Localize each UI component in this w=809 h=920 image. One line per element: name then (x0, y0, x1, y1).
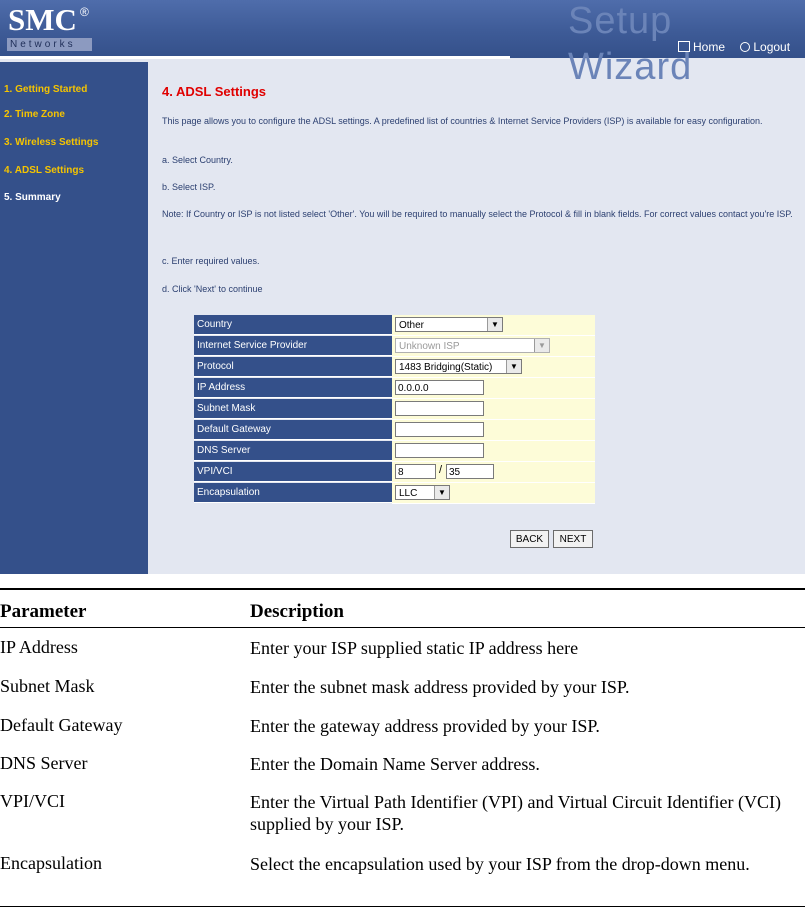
table-header-rule (0, 627, 805, 628)
default-gateway-label: Default Gateway (194, 420, 392, 440)
sidebar-item-wireless-settings[interactable]: 3. Wireless Settings (4, 137, 99, 148)
logout-label: Logout (753, 40, 791, 54)
subnet-mask-value-cell (392, 399, 595, 420)
logout-icon (740, 42, 750, 52)
isp-row (194, 336, 595, 357)
protocol-select[interactable] (395, 359, 522, 374)
next-button[interactable]: NEXT (553, 530, 593, 548)
home-label: Home (693, 40, 726, 54)
chevron-down-icon: ▼ (434, 486, 449, 499)
step-c-text: c. Enter required values. (162, 256, 260, 266)
encapsulation-selected-value: LLC (399, 488, 418, 499)
dns-server-value-cell (392, 441, 595, 462)
sidebar-item-summary[interactable]: 5. Summary (4, 192, 61, 203)
home-link[interactable] (678, 40, 731, 54)
ip-address-row (194, 378, 595, 399)
subnet-mask-input[interactable] (395, 401, 484, 416)
intro-text: This page allows you to configure the ADSL settings. A predefined list of countries & Internet Service Providers (ISP) is available for easy configuration. (162, 116, 763, 126)
encapsulation-row (194, 483, 595, 504)
chevron-down-icon: ▼ (534, 339, 549, 352)
subnet-mask-row (194, 399, 595, 420)
header-parameter: Parameter (0, 601, 87, 622)
param-cell: DNS Server (0, 753, 88, 773)
desc-cell: Enter the Virtual Path Identifier (VPI) and Virtual Circuit Identifier (VCI) supplied by your ISP. (250, 792, 782, 834)
param-cell: Encapsulation (0, 853, 102, 873)
dns-server-row (194, 441, 595, 462)
setup-wizard-title: Setup Wizard (568, 0, 693, 88)
protocol-row (194, 357, 595, 378)
country-value-cell (392, 315, 595, 336)
country-select[interactable] (395, 317, 503, 332)
param-cell: IP Address (0, 637, 78, 657)
dns-server-input[interactable] (395, 443, 484, 458)
vpi-vci-separator: / (439, 464, 443, 476)
registered-mark: ® (80, 5, 89, 19)
isp-value-cell (392, 336, 595, 357)
desc-cell: Enter the gateway address provided by your ISP. (250, 716, 600, 736)
step-b-text: b. Select ISP. (162, 182, 216, 192)
desc-cell: Select the encapsulation used by your ISP from the drop-down menu. (250, 854, 750, 874)
param-cell: Subnet Mask (0, 676, 95, 696)
dns-server-label: DNS Server (194, 441, 392, 461)
desc-cell: Enter the Domain Name Server address. (250, 754, 540, 774)
vpi-input[interactable]: 8 (395, 464, 436, 479)
header-description: Description (250, 601, 344, 622)
country-row (194, 315, 595, 336)
vpi-vci-value-cell (392, 462, 595, 483)
param-cell: VPI/VCI (0, 791, 66, 811)
country-label: Country (194, 315, 392, 335)
subnet-mask-label: Subnet Mask (194, 399, 392, 419)
home-icon (678, 41, 690, 52)
sidebar-item-time-zone[interactable]: 2. Time Zone (4, 109, 65, 120)
default-gateway-row (194, 420, 595, 441)
chevron-down-icon: ▼ (506, 360, 521, 373)
isp-selected-value: Unknown ISP (399, 341, 460, 352)
vci-input[interactable]: 35 (446, 464, 494, 479)
step-d-text: d. Click 'Next' to continue (162, 284, 263, 294)
default-gateway-input[interactable] (395, 422, 484, 437)
smc-logo: SMC (8, 2, 77, 37)
ip-address-input[interactable]: 0.0.0.0 (395, 380, 484, 395)
step-a-text: a. Select Country. (162, 155, 233, 165)
header-bar (0, 0, 805, 88)
isp-label: Internet Service Provider (194, 336, 392, 356)
ip-address-value-cell (392, 378, 595, 399)
table-bottom-rule (0, 906, 805, 907)
ip-address-label: IP Address (194, 378, 392, 398)
encapsulation-value-cell (392, 483, 595, 504)
protocol-value-cell (392, 357, 595, 378)
header-divider (0, 56, 510, 59)
sidebar-item-adsl-settings[interactable]: 4. ADSL Settings (4, 165, 85, 176)
wizard-steps-sidebar (0, 62, 148, 574)
encapsulation-select[interactable] (395, 485, 450, 500)
param-cell: Default Gateway (0, 715, 123, 735)
encapsulation-label: Encapsulation (194, 483, 392, 503)
vpi-vci-row (194, 462, 595, 483)
protocol-label: Protocol (194, 357, 392, 377)
page-title: 4. ADSL Settings (162, 84, 267, 99)
table-top-rule (0, 588, 805, 590)
logout-link[interactable] (740, 40, 796, 54)
sidebar-item-getting-started[interactable]: 1. Getting Started (4, 84, 88, 95)
note-text: Note: If Country or ISP is not listed select 'Other'. You will be required to manually select the Protocol & fill in blank fields. For correct values contact you're ISP. (162, 209, 793, 219)
country-selected-value: Other (399, 320, 425, 331)
isp-select[interactable] (395, 338, 550, 353)
desc-cell: Enter the subnet mask address provided by your ISP. (250, 677, 630, 697)
back-button[interactable]: BACK (510, 530, 549, 548)
protocol-selected-value: 1483 Bridging(Static) (399, 362, 493, 373)
vpi-vci-label: VPI/VCI (194, 462, 392, 482)
top-nav (678, 40, 802, 58)
desc-cell: Enter your ISP supplied static IP address here (250, 638, 579, 658)
default-gateway-value-cell (392, 420, 595, 441)
logo-networks-label: Networks (7, 38, 92, 51)
chevron-down-icon: ▼ (487, 318, 502, 331)
